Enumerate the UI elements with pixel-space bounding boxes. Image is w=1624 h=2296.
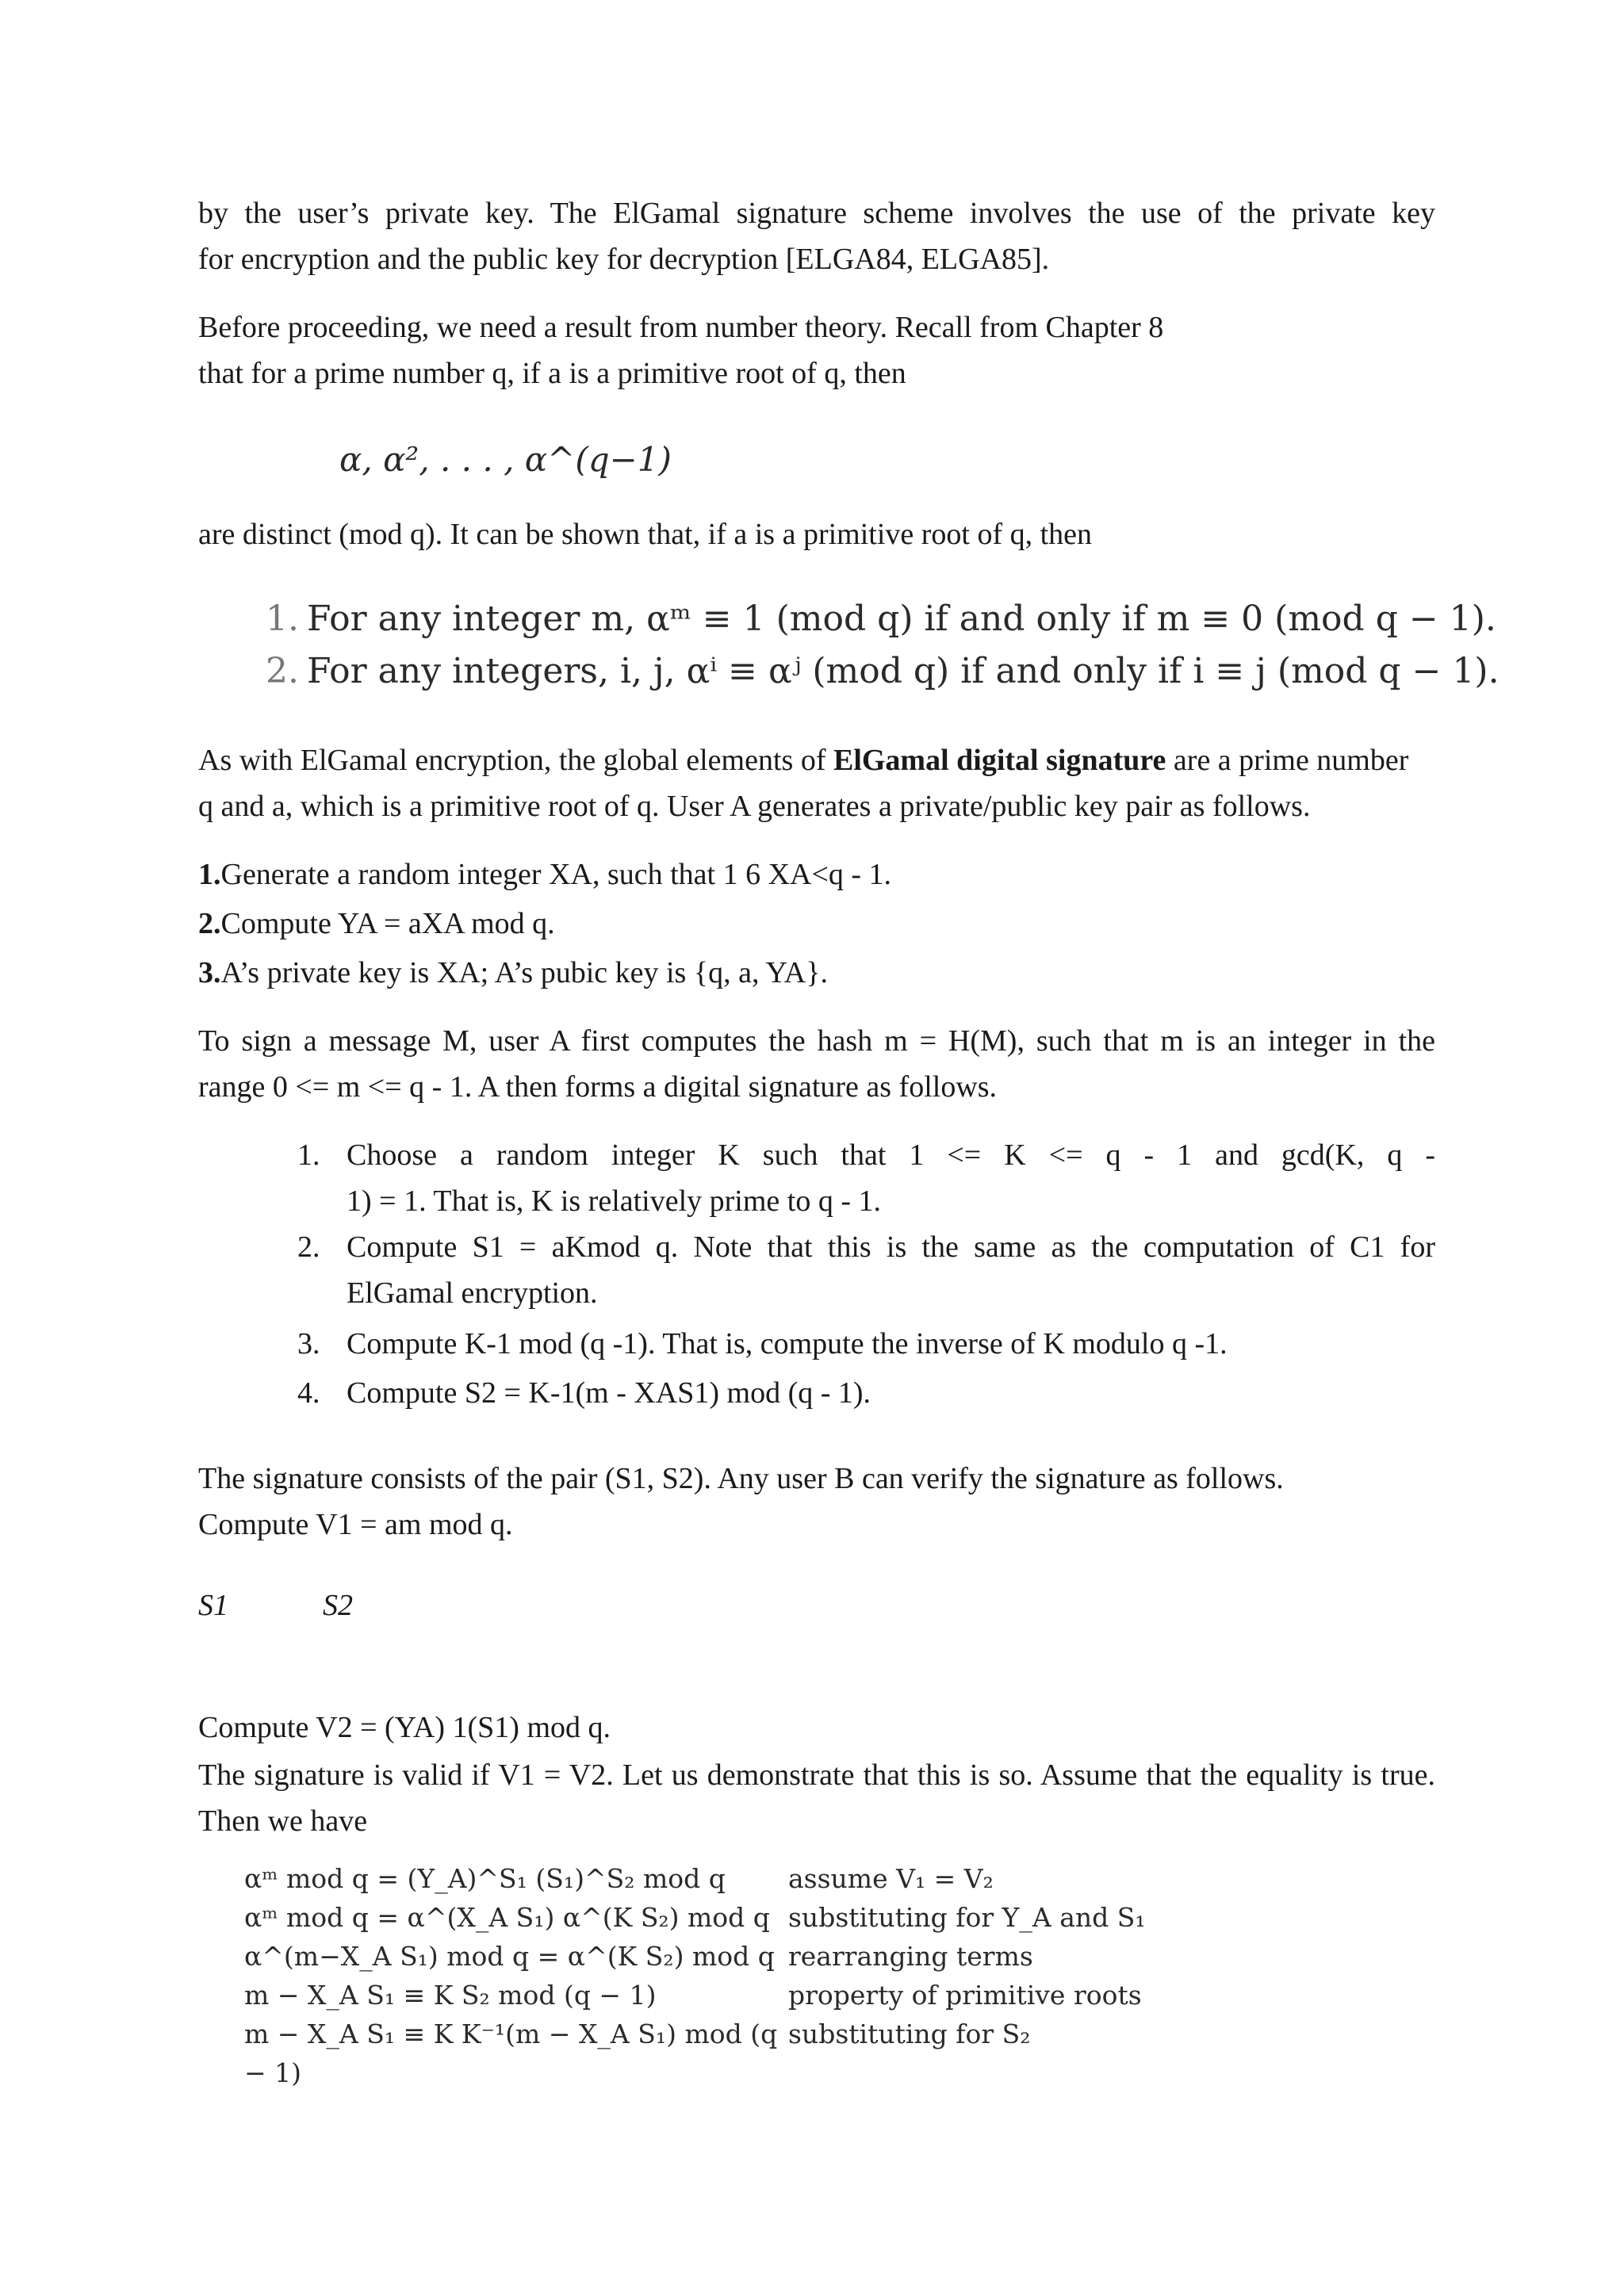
primitive-root-properties <box>266 593 1500 698</box>
signing-step: 1. Choose a random integer K such that 1 <= K <= q - 1 and gcd(K, q - 1) = 1. That is, K is relatively prime to q - 1. <box>297 1138 1435 1218</box>
derivation-row: m − X_A S₁ ≡ K K⁻¹(m − X_A S₁) mod (q − 1) substituting for S₂ <box>244 2019 1031 2088</box>
derivation-row: αᵐ mod q = (Y_A)^S₁ (S₁)^S₂ mod q assume V₁ = V₂ <box>244 1863 994 1894</box>
sign-intro-paragraph <box>198 1018 1435 1110</box>
derivation-row: α^(m−X_A S₁) mod q = α^(K S₂) mod q rearranging terms <box>244 1941 1033 1972</box>
property-item: 2. For any integers, i, j, αⁱ ≡ αʲ (mod q) if and only if i ≡ j (mod q − 1). <box>266 651 1500 691</box>
intro-line-2: for encryption and the public key for decryption [ELGA84, ELGA85]. <box>198 243 1050 276</box>
compute-v2: Compute V2 = (YA) 1(S1) mod q. <box>198 1711 611 1744</box>
global-elements-paragraph <box>198 737 1435 829</box>
signing-step: 3. Compute K-1 mod (q -1). That is, compute the inverse of K modulo q -1. <box>297 1327 1228 1360</box>
sign-intro-line-1: To sign a message M, user A first computes the hash m = H(M), such that m is an integer in the <box>198 1024 1435 1058</box>
global-line-2: q and a, which is a primitive root of q. User A generates a private/public key pair as follows. <box>198 790 1311 823</box>
keygen-step: 2.Compute YA = aXA mod q. <box>198 907 555 940</box>
power-sequence: α, α², . . . , α^(q−1) <box>339 440 672 479</box>
bold-term: ElGamal digital signature <box>833 744 1166 777</box>
verify-paragraph <box>198 1456 1435 1548</box>
intro-line-1: by the user’s private key. The ElGamal signature scheme involves the use of the private key <box>198 197 1435 230</box>
signing-step: 4. Compute S2 = K-1(m - XAS1) mod (q - 1). <box>297 1376 871 1410</box>
verify-line-2: Compute V1 = am mod q. <box>198 1508 513 1541</box>
property-item: 1. For any integer m, αᵐ ≡ 1 (mod q) if and only if m ≡ 0 (mod q − 1). <box>266 599 1496 639</box>
number-theory-line-2: that for a prime number q, if a is a primitive root of q, then <box>198 357 906 390</box>
keygen-step: 3.A’s private key is XA; A’s pubic key is {q, a, YA}. <box>198 956 828 989</box>
derivation-row: αᵐ mod q = α^(X_A S₁) α^(K S₂) mod q substituting for Y_A and S₁ <box>244 1902 1146 1933</box>
keygen-step: 1.Generate a random integer XA, such that 1 6 XA<q - 1. <box>198 858 892 891</box>
validity-paragraph <box>198 1752 1435 1844</box>
verify-line-1: The signature consists of the pair (S1, S2). Any user B can verify the signature as follows. <box>198 1462 1284 1495</box>
validity-line-1: The signature is valid if V1 = V2. Let us demonstrate that this is so. Assume that the equality is true. <box>198 1758 1435 1792</box>
exponent-labels <box>198 1582 1435 1628</box>
signing-steps <box>297 1132 1435 1416</box>
sign-intro-line-2: range 0 <= m <= q - 1. A then forms a digital signature as follows. <box>198 1070 998 1104</box>
number-theory-paragraph <box>198 304 1435 396</box>
distinct-paragraph: are distinct (mod q). It can be shown that, if a is a primitive root of q, then <box>198 518 1093 551</box>
signing-step: 2. Compute S1 = aKmod q. Note that this is the same as the computation of C1 for ElGamal encryption. <box>297 1230 1435 1310</box>
number-theory-line-1: Before proceeding, we need a result from number theory. Recall from Chapter 8 <box>198 311 1164 344</box>
s1-label: S1 <box>198 1589 228 1622</box>
keygen-steps <box>198 850 1229 997</box>
validity-line-2: Then we have <box>198 1804 368 1838</box>
s2-label: S2 <box>323 1589 353 1622</box>
proof-derivation <box>244 1859 1185 2092</box>
intro-paragraph <box>198 190 1435 282</box>
global-line-1: As with ElGamal encryption, the global elements of ElGamal digital signature are a prime number <box>198 744 1409 777</box>
derivation-row: m − X_A S₁ ≡ K S₂ mod (q − 1) property of primitive roots <box>244 1980 1142 2011</box>
